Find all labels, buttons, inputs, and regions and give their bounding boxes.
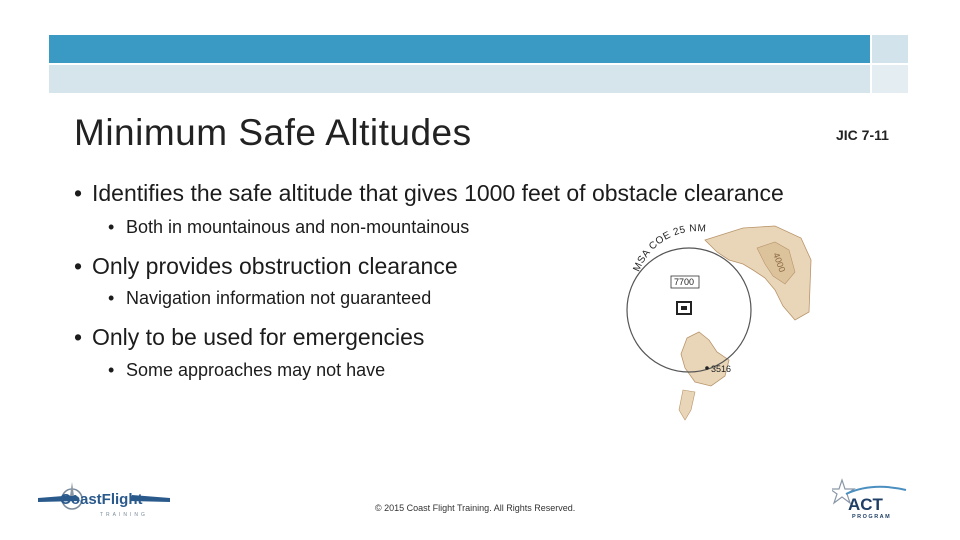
terrain-ridge	[681, 332, 732, 386]
header-light-bar-end	[872, 65, 908, 93]
header-light-bar	[49, 65, 870, 93]
slide-title: Minimum Safe Altitudes	[74, 112, 472, 153]
bullet-dot: •	[74, 324, 83, 350]
svg-text:ACT: ACT	[848, 495, 883, 514]
spot-elevation-dot	[705, 366, 709, 370]
bullet-dot: •	[108, 217, 115, 237]
msa-chart-image	[625, 220, 815, 425]
terrain-ridge	[679, 390, 695, 420]
terrain-ridge	[705, 226, 811, 320]
header-accent-bar	[49, 35, 870, 63]
sub-bullet-text: Navigation information not guaranteed	[126, 288, 432, 308]
bullet-dot: •	[74, 180, 83, 206]
sub-bullet-item	[108, 360, 385, 381]
bullet-item	[74, 253, 458, 280]
spot-elevation-label: 3516	[711, 364, 732, 374]
header-accent-bar-end	[872, 35, 908, 63]
bullet-dot: •	[74, 253, 83, 279]
sub-bullet-text: Some approaches may not have	[126, 360, 386, 380]
bullet-text: Only to be used for emergencies	[92, 324, 425, 350]
sub-bullet-item	[108, 217, 469, 238]
bullet-text: Only provides obstruction clearance	[92, 253, 458, 279]
act-program-logo	[832, 478, 912, 522]
bullet-dot: •	[108, 360, 115, 380]
bullet-dot: •	[108, 288, 115, 308]
svg-text:PROGRAM: PROGRAM	[852, 514, 892, 520]
copyright-footer: © 2015 Coast Flight Training. All Rights Reserved.	[375, 503, 576, 513]
reference-tag: JIC 7-11	[836, 127, 889, 143]
altitude-label: 7700	[674, 277, 695, 287]
bullet-text: Identifies the safe altitude that gives 1000 feet of obstacle clearance	[92, 180, 784, 206]
bullet-item	[74, 180, 784, 207]
coastflight-logo	[36, 478, 176, 520]
sub-bullet-item	[108, 288, 431, 309]
svg-text:CoastFlight: CoastFlight	[60, 491, 143, 508]
bullet-item	[74, 324, 424, 351]
sub-bullet-text: Both in mountainous and non-mountainous	[126, 217, 470, 237]
svg-text:TRAINING: TRAINING	[100, 512, 148, 518]
contour-label: 4000	[771, 251, 788, 274]
msa-label: MSA COE 25 NM	[631, 223, 707, 274]
